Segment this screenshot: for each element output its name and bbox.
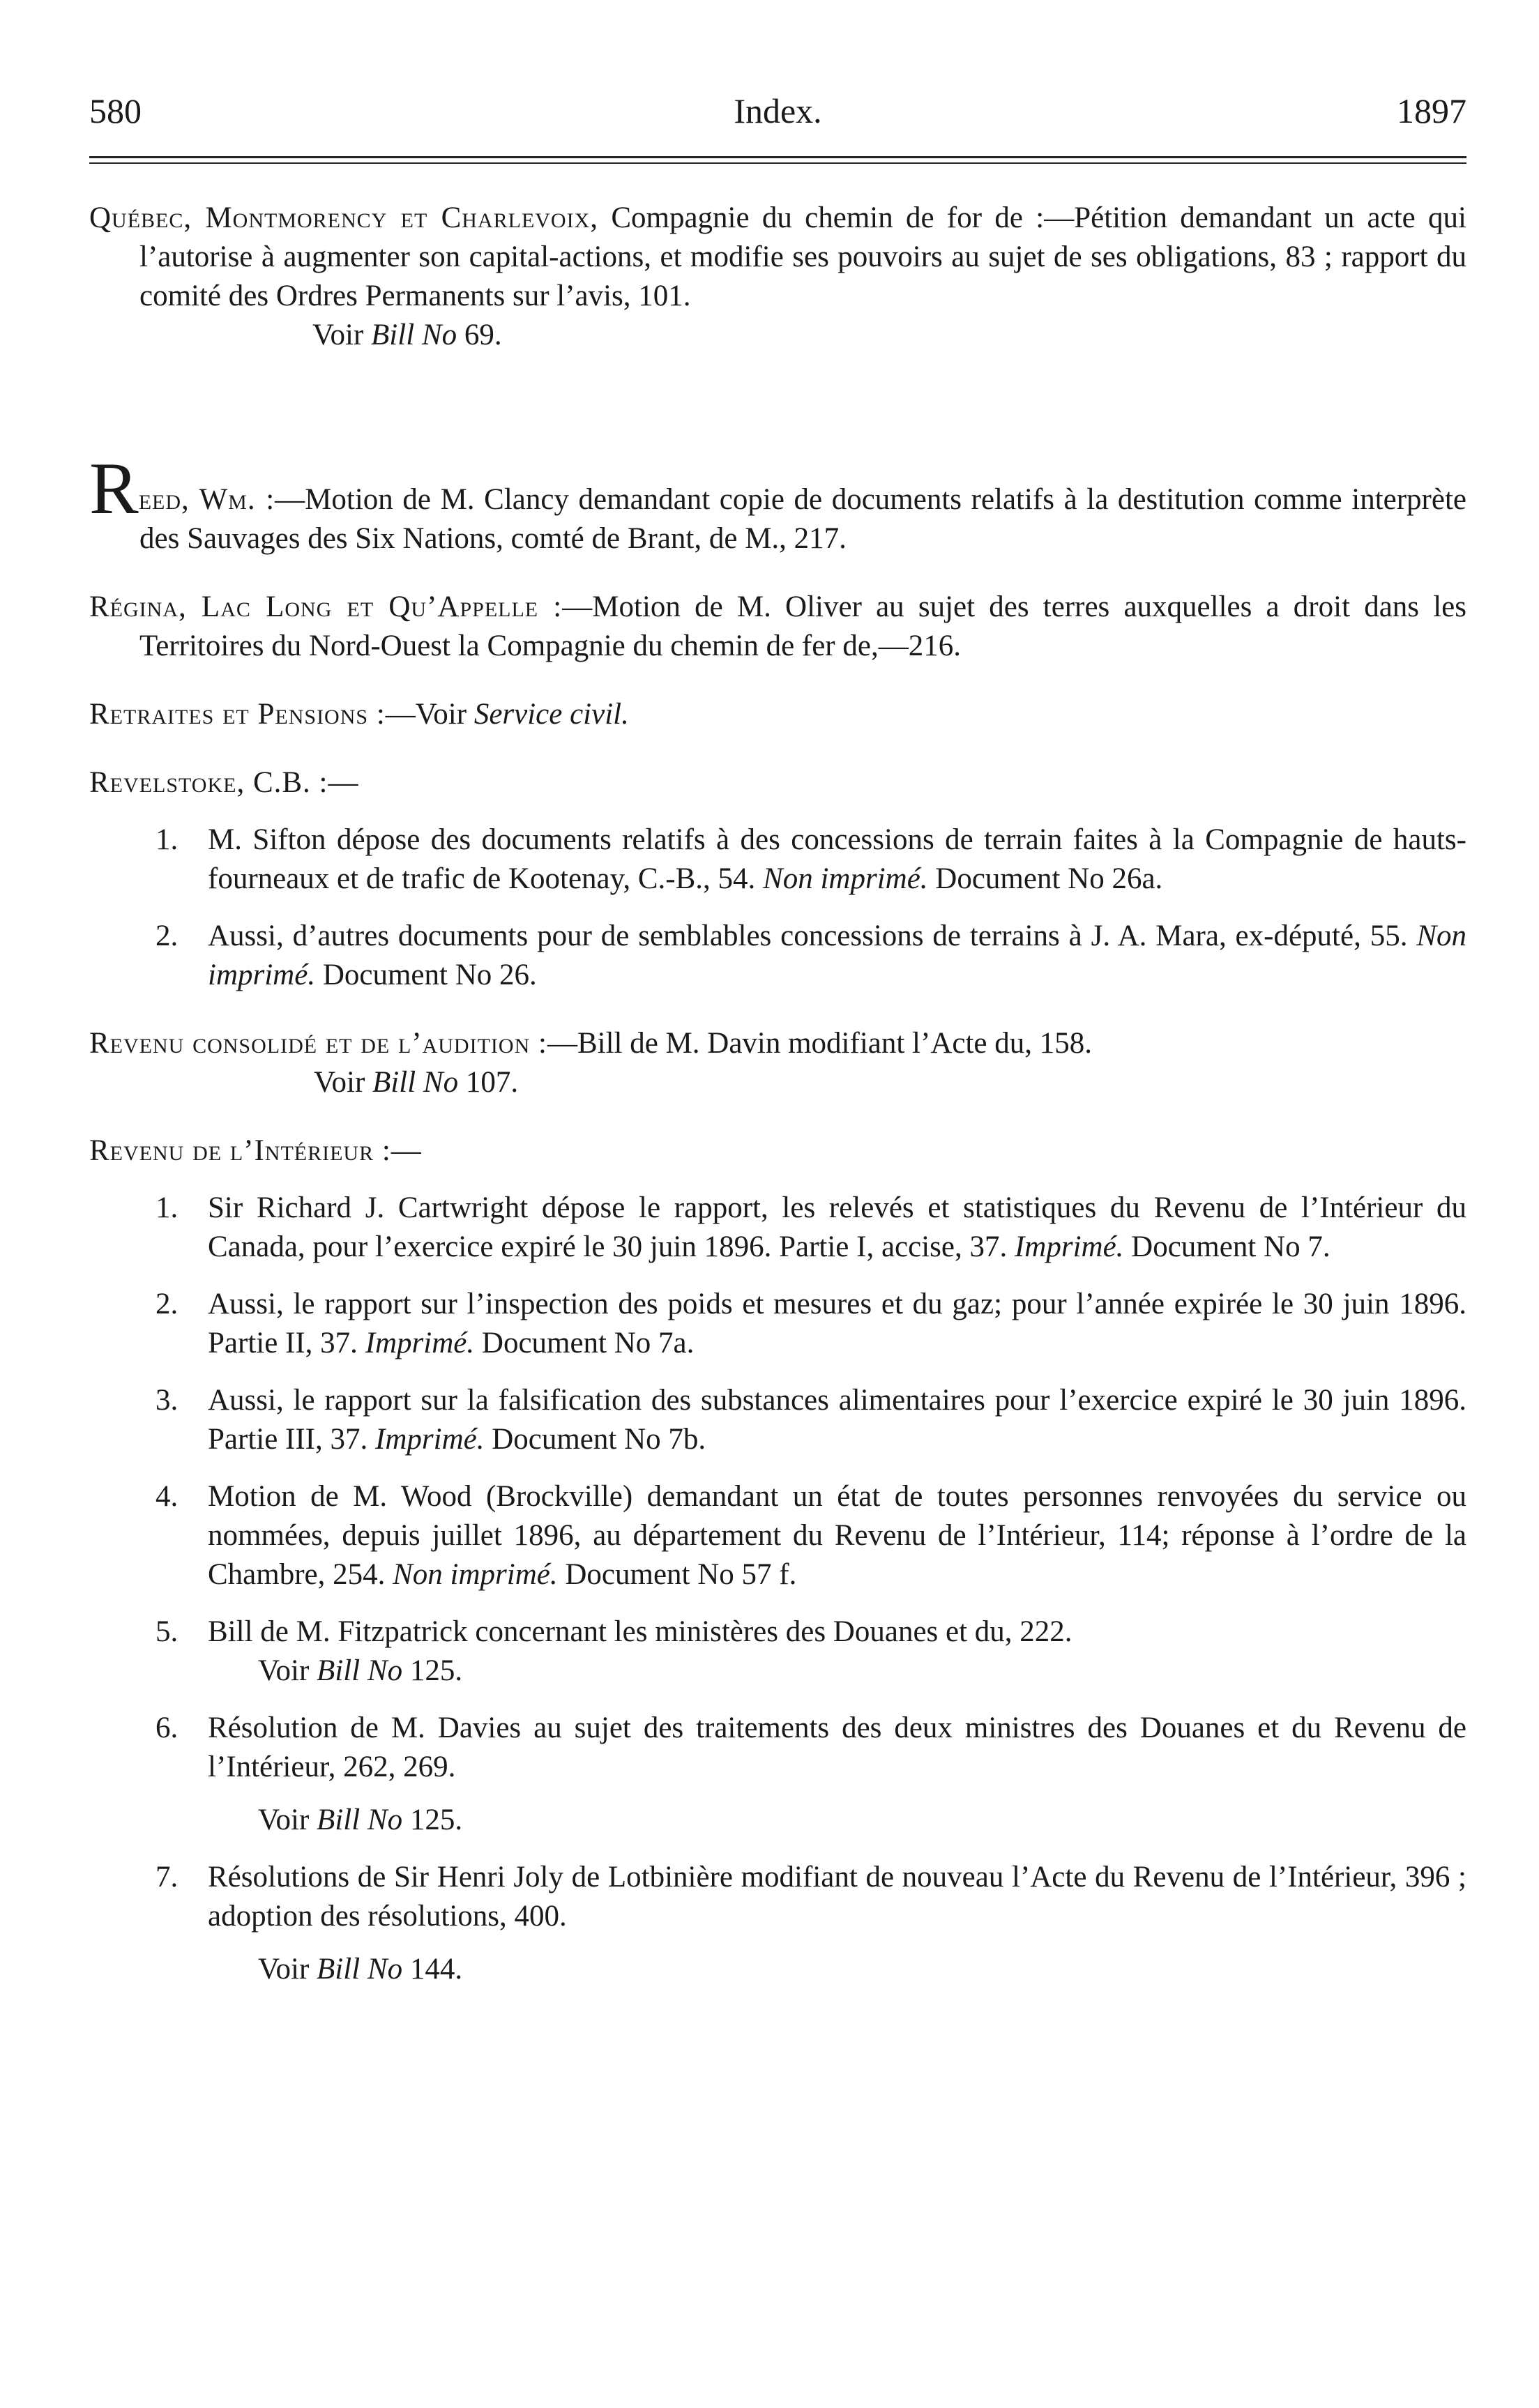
- page-header: [89, 91, 1466, 146]
- list-item: [89, 1189, 1466, 1267]
- item-document: Document No 7b.: [492, 1423, 706, 1456]
- entry-term: Régina, Lac Long et Qu’Appelle :: [89, 590, 563, 623]
- see-number: 125.: [409, 1804, 463, 1836]
- see-prefix: Voir: [312, 319, 364, 351]
- item-document: Document No 57 f.: [565, 1558, 797, 1591]
- entry-text: —Bill de M. Davin modifiant l’Acte du, 158.: [547, 1027, 1092, 1060]
- item-text: Bill de M. Fitzpatrick concernant les ministères des Douanes et du, 222.: [208, 1615, 1072, 1648]
- entry-term: Retraites et Pensions :: [89, 698, 386, 731]
- item-text: Aussi, le rapport sur l’inspection des poids et mesures et du gaz; pour l’année expirée le 30 juin 1896. Partie II, 37.: [208, 1288, 1466, 1359]
- entry-term-line: [89, 1131, 1466, 1171]
- see-reference: [89, 1063, 1466, 1102]
- entry-retraites: [89, 695, 1466, 734]
- entry-term-line: [89, 763, 1466, 802]
- entry-revenu-consolide: [89, 1024, 1466, 1102]
- entry-term: eed, Wm. :: [138, 483, 275, 516]
- see-ref: Bill No: [371, 319, 457, 351]
- letter-section-gap: [89, 384, 1466, 461]
- item-document: Document No 26a.: [935, 862, 1163, 895]
- entry-body: [89, 588, 1466, 666]
- item-status: Non imprimé.: [208, 920, 1467, 991]
- see-reference: [89, 316, 1466, 355]
- header-rule-secondary: [89, 162, 1466, 164]
- list-item: [89, 1858, 1466, 1989]
- item-number: 3.: [156, 1384, 179, 1417]
- see-ref: Bill No: [317, 1654, 403, 1687]
- entry-quebec: [89, 199, 1466, 355]
- drop-cap-letter: R: [89, 448, 139, 529]
- item-text: Aussi, d’autres documents pour de semblables concessions de terrains à J. A. Mara, ex-député, 55.: [208, 920, 1408, 952]
- list-item: [89, 1477, 1466, 1594]
- see-number: 125.: [409, 1654, 463, 1687]
- item-text: Résolutions de Sir Henri Joly de Lotbinière modifiant de nouveau l’Acte du Revenu de l’Intérieur, 396 ; adoption des résolutions, 400.: [208, 1861, 1466, 1933]
- entry-text: —Voir: [385, 698, 467, 731]
- see-ref: Bill No: [372, 1066, 459, 1099]
- item-text: Résolution de M. Davies au sujet des traitements des deux ministres des Douanes et du Revenu de l’Intérieur, 262, 269.: [208, 1712, 1466, 1783]
- entry-body: [89, 199, 1466, 316]
- see-reference: [208, 1801, 1466, 1840]
- list-item: [89, 1613, 1466, 1691]
- list-item: [89, 1381, 1466, 1459]
- item-text: Motion de M. Wood (Brockville) demandant un état de toutes personnes renvoyées du service ou nommées, depuis juillet 1896, au département du Revenu de l’Intérieur, 114; réponse à l’ordre de la Chambre, 254.: [208, 1480, 1466, 1591]
- index-page: [89, 91, 1466, 2018]
- entry-body: [89, 1024, 1466, 1063]
- entry-term: Revenu de l’Intérieur :—: [89, 1134, 422, 1167]
- see-number: 69.: [464, 319, 502, 351]
- item-text: M. Sifton dépose des documents relatifs à des concessions de terrain faites à la Compagnie de hauts-fourneaux et de trafic de Kootenay, C.-B., 54.: [208, 823, 1466, 895]
- entry-regina: [89, 588, 1466, 666]
- page-number: 580: [89, 91, 142, 130]
- entry-body: [89, 448, 1466, 558]
- list-item: [89, 1709, 1466, 1840]
- entry-revenu-interieur: [89, 1131, 1466, 1989]
- see-prefix: Voir: [258, 1953, 310, 1986]
- entry-text: Compagnie du chemin de for de :—Pétition demandant un acte qui l’autorise à augmenter son capital-actions, et modifie ses pouvoirs au sujet de ses obligations, 83 ; rapport du comité des Ordres Permanents sur l’avis, 101.: [139, 201, 1467, 312]
- entry-ref: Service civil.: [473, 698, 629, 731]
- entry-text: —Motion de M. Oliver au sujet des terres auxquelles a droit dans les Territoires du Nord-Ouest la Compagnie du chemin de fer de,—216.: [139, 590, 1466, 662]
- item-status: Imprimé.: [375, 1423, 485, 1456]
- entry-text: —Motion de M. Clancy demandant copie de documents relatifs à la destitution comme interprète des Sauvages des Six Nations, comté de Brant, de M., 217.: [139, 483, 1466, 555]
- item-number: 5.: [156, 1615, 179, 1648]
- list-item: [89, 917, 1466, 995]
- item-status: Non imprimé.: [763, 862, 928, 895]
- see-prefix: Voir: [258, 1804, 310, 1836]
- item-number: 6.: [156, 1712, 179, 1744]
- list-item: [89, 821, 1466, 899]
- item-number: 4.: [156, 1480, 179, 1513]
- item-number: 7.: [156, 1861, 179, 1893]
- item-number: 2.: [156, 920, 179, 952]
- item-document: Document No 7a.: [481, 1327, 695, 1359]
- see-reference: [208, 1652, 1466, 1691]
- see-prefix: Voir: [314, 1066, 365, 1099]
- see-ref: Bill No: [317, 1953, 403, 1986]
- page-title: Index.: [734, 91, 822, 130]
- see-number: 107.: [465, 1066, 519, 1099]
- see-number: 144.: [409, 1953, 463, 1986]
- item-status: Imprimé.: [365, 1327, 475, 1359]
- item-document: Document No 7.: [1131, 1230, 1330, 1263]
- item-text: Sir Richard J. Cartwright dépose le rapport, les relevés et statistiques du Revenu de l’Intérieur du Canada, pour l’exercice expiré le 30 juin 1896. Partie I, accise, 37.: [208, 1191, 1466, 1263]
- see-ref: Bill No: [317, 1804, 403, 1836]
- entry-term: Revelstoke, C.B. :—: [89, 766, 359, 799]
- item-text: Aussi, le rapport sur la falsification des substances alimentaires pour l’exercice expiré le 30 juin 1896. Partie III, 37.: [208, 1384, 1466, 1456]
- item-number: 1.: [156, 1191, 179, 1224]
- item-document: Document No 26.: [322, 959, 537, 991]
- item-number: 2.: [156, 1288, 179, 1320]
- entry-body: [89, 695, 1466, 734]
- item-status: Non imprimé.: [393, 1558, 558, 1591]
- item-number: 1.: [156, 823, 179, 856]
- see-prefix: Voir: [258, 1654, 310, 1687]
- entry-term: Québec, Montmorency et Charlevoix,: [89, 201, 599, 234]
- entry-revelstoke: [89, 763, 1466, 995]
- item-status: Imprimé.: [1014, 1230, 1124, 1263]
- header-rule: [89, 156, 1466, 158]
- list-item: [89, 1285, 1466, 1363]
- entry-reed: [89, 448, 1466, 558]
- entry-term: Revenu consolidé et de l’audition :: [89, 1027, 547, 1060]
- page-year: 1897: [1397, 91, 1466, 130]
- see-reference: [208, 1950, 1466, 1989]
